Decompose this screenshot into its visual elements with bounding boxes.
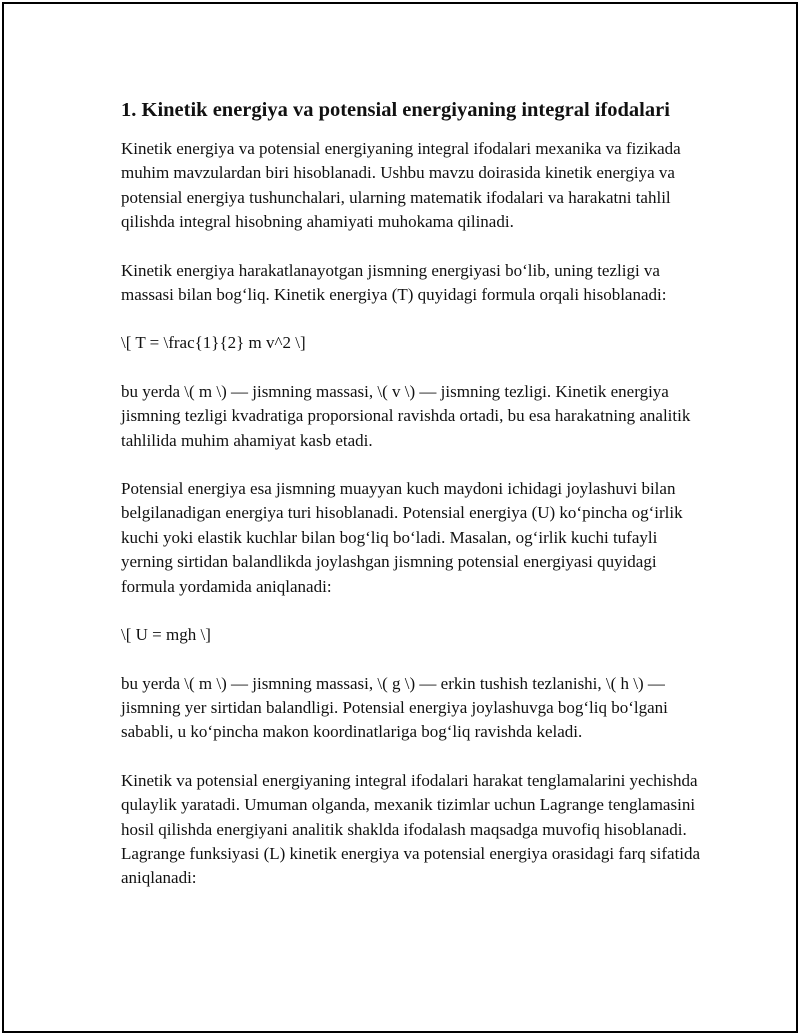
lagrange-paragraph: Kinetik va potensial energiyaning integral ifodalari harakat tenglamalarini yechishda qulaylik yaratadi. Umuman olganda, mexanik tizimlar uchun Lagrange tenglamasini hosil qilishda energiyani analitik shaklda ifodalash maqsadga muvofiq hisoblanadi. Lagrange funksiyasi (L) kinetik energiya va potensial energiya orasidagi farq sifatida aniqlanadi: (121, 770, 701, 888)
kinetic-energy-formula: \[ T = \frac{1}{2} m v^2 \] (121, 333, 306, 353)
intro-paragraph: Kinetik energiya va potensial energiyaning integral ifodalari mexanika va fizikada muhim mavzulardan biri hisoblanadi. Ushbu mavzu doirasida kinetik energiya va potensial energiya tushunchalari, ularning matematik ifodalari va harakatni tahlil qilishda integral hisobning ahamiyati muhokama qilinadi. (121, 139, 681, 232)
potential-energy-explanation: bu yerda \( m \) — jismning massasi, \( g \) — erkin tushish tezlanishi, \( h \) — jismning yer sirtidan balandligi. Potensial energiya joylashuvga bog‘liq bo‘lgani sababli, u ko‘pincha makon koordinatlariga bog‘liq ravishda keladi. (121, 673, 668, 742)
potential-energy-paragraph: Potensial energiya esa jismning muayyan kuch maydoni ichidagi joylashuvi bilan belgilanadigan energiya turi hisoblanadi. Potensial energiya (U) ko‘pincha og‘irlik kuchi yoki elastik kuchlar bilan bog‘liq bo‘ladi. Masalan, og‘irlik kuchi tufayli yerning sirtidan balandlikda joylashgan jismning potensial energiyasi quyidagi formula yordamida aniqlanadi: (121, 479, 683, 596)
document-page (2, 2, 798, 1033)
document-body (121, 95, 701, 915)
section-heading: 1. Kinetik energiya va potensial energiyaning integral ifodalari (121, 99, 670, 121)
kinetic-energy-explanation: bu yerda \( m \) — jismning massasi, \( v \) — jismning tezligi. Kinetik energiya jismning tezligi kvadratiga proporsional ravishda ortadi, bu esa harakatning analitik tahlilida muhim ahamiyat kasb etadi. (121, 381, 691, 450)
kinetic-energy-paragraph: Kinetik energiya harakatlanayotgan jismning energiyasi bo‘lib, uning tezligi va massasi bilan bog‘liq. Kinetik energiya (T) quyidagi formula orqali hisoblanadi: (121, 260, 667, 305)
potential-energy-formula: \[ U = mgh \] (121, 625, 211, 645)
